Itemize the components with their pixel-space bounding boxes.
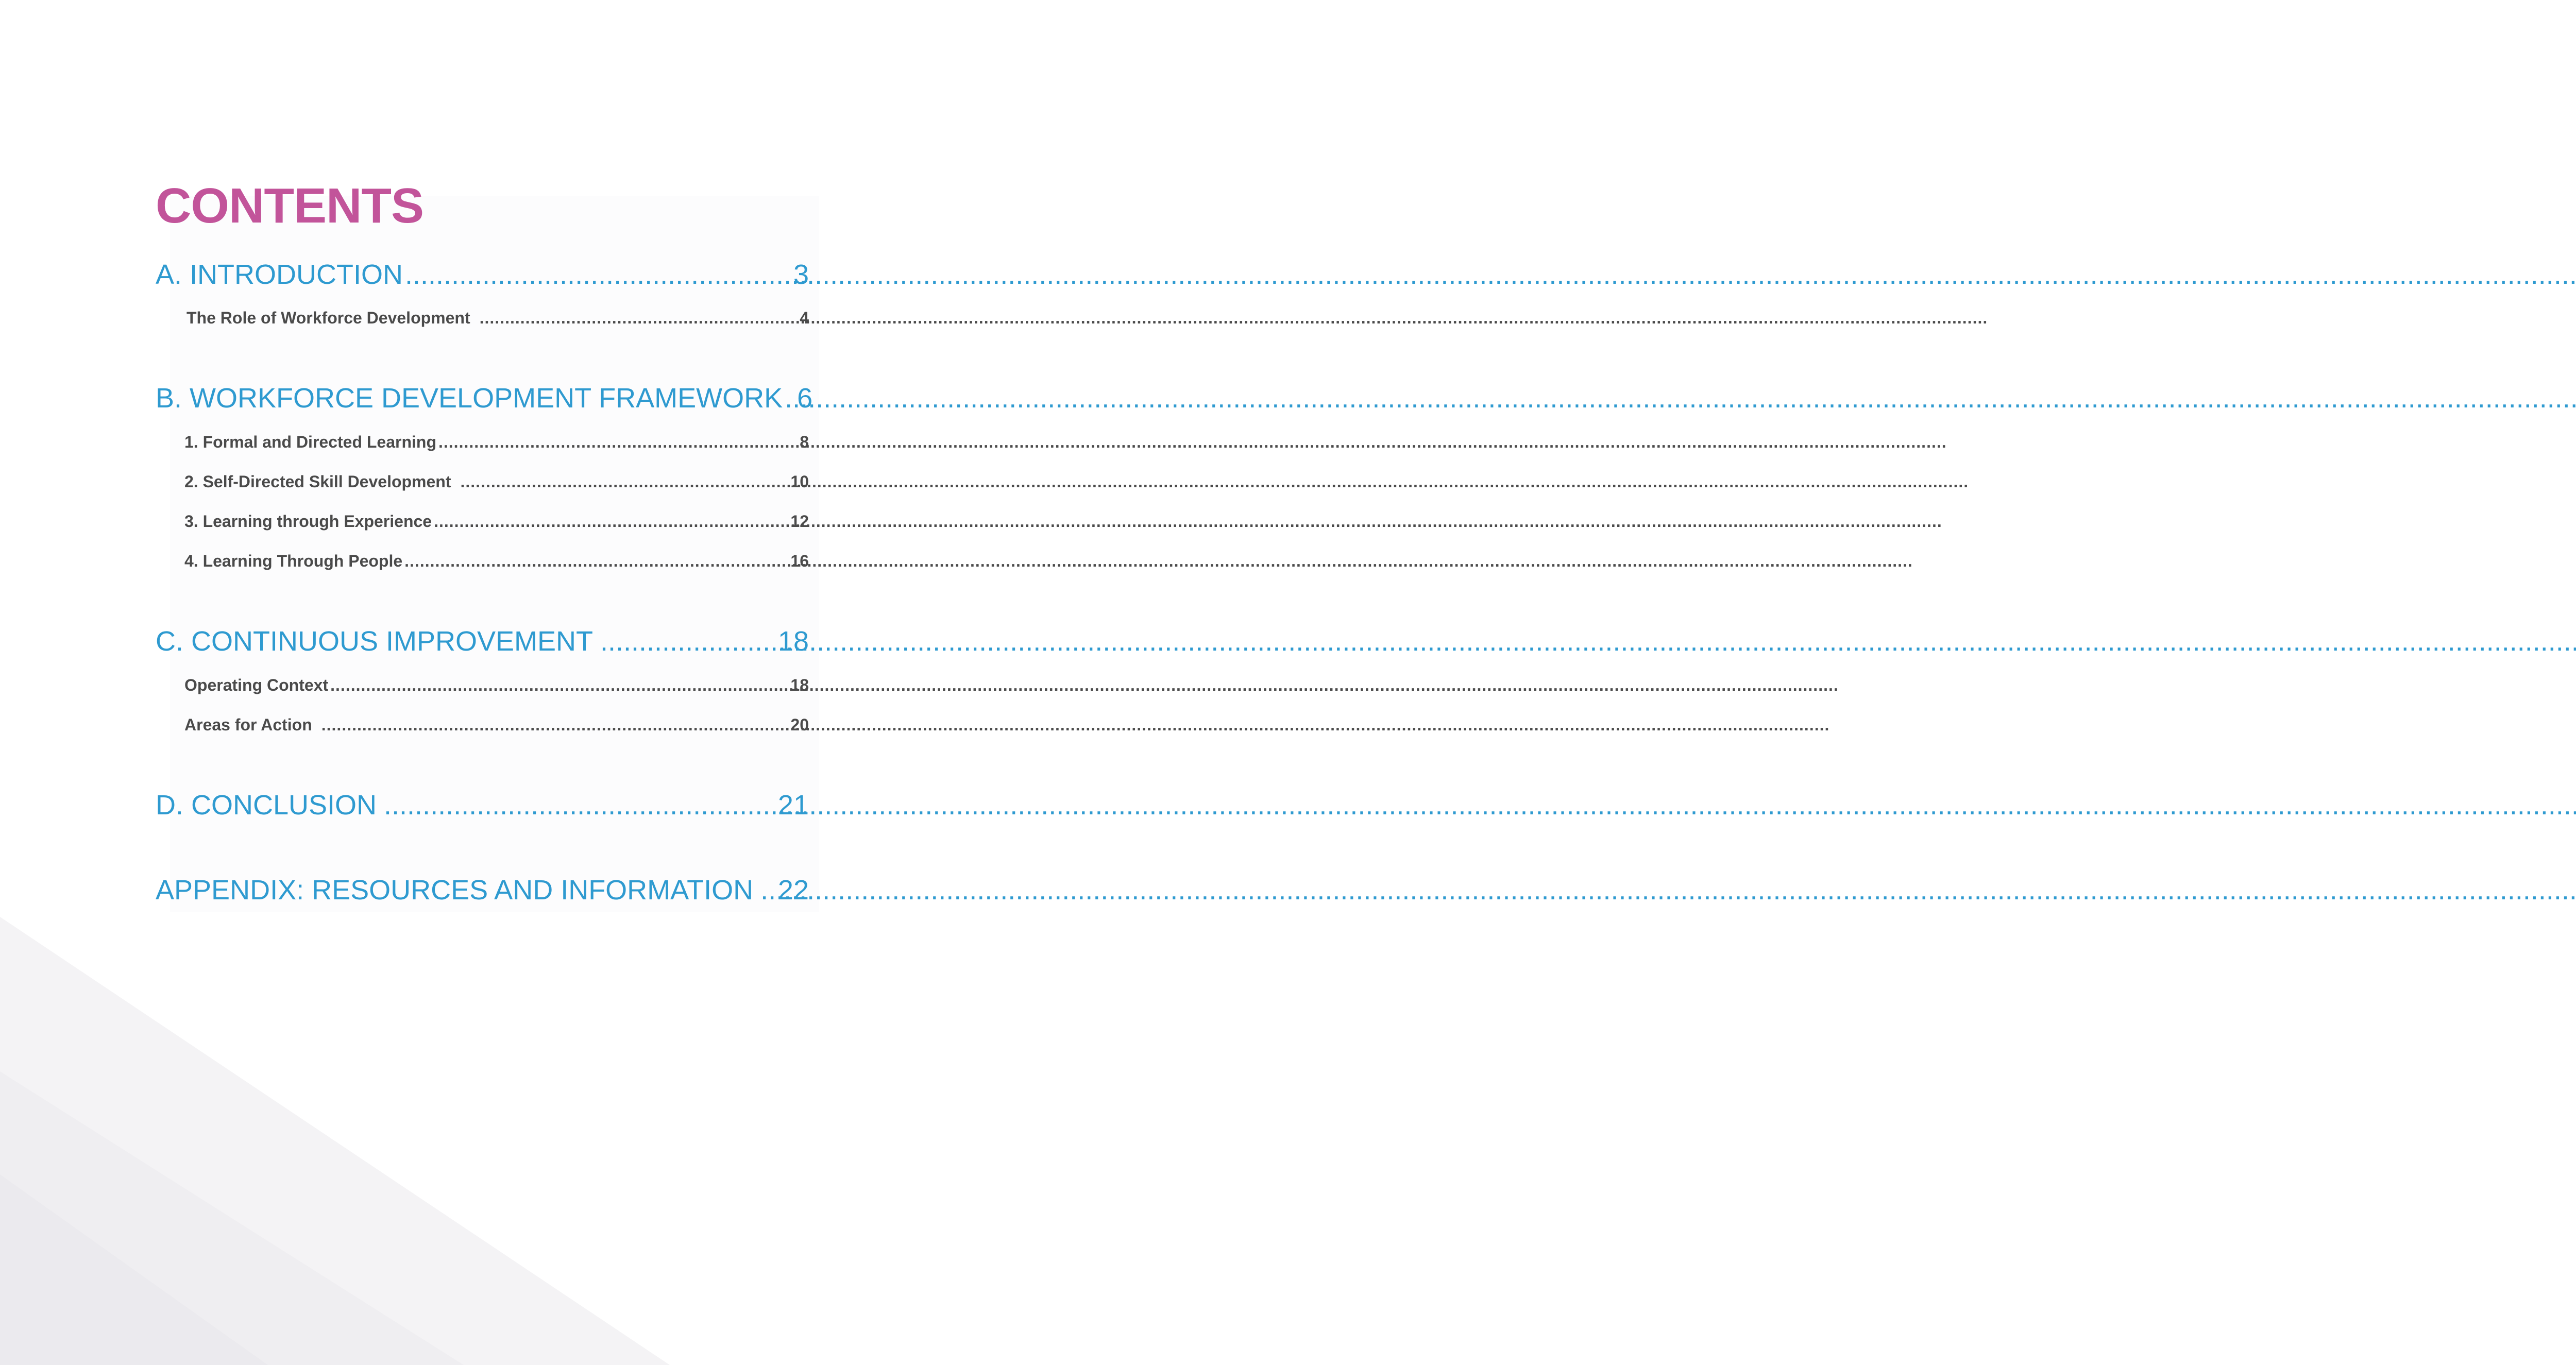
toc-page-number: 3 — [793, 259, 809, 290]
toc-entry-self-directed-skill-development[interactable] — [184, 471, 809, 492]
toc-dot-leader — [434, 511, 788, 532]
toc-dot-leader — [600, 624, 776, 658]
toc-page-number: 12 — [790, 512, 809, 531]
toc-page-number: 18 — [777, 626, 809, 657]
toc-page-number: 4 — [800, 309, 809, 327]
toc-page-number: 18 — [790, 676, 809, 694]
page-title: CONTENTS — [156, 178, 423, 233]
toc-section-label: APPENDIX: RESOURCES AND INFORMATION — [156, 875, 754, 906]
toc-entry-learning-through-people[interactable] — [184, 551, 809, 571]
toc-entry-label: 2. Self-Directed Skill Development — [184, 472, 451, 491]
toc-page-number: 20 — [790, 715, 809, 734]
toc-page-number: 22 — [777, 875, 809, 906]
contents-page — [0, 0, 1055, 1365]
toc-page-number: 10 — [790, 472, 809, 491]
toc-page-number: 6 — [797, 383, 813, 414]
toc-section-introduction[interactable] — [156, 258, 809, 292]
toc-section-continuous-improvement[interactable] — [156, 624, 809, 658]
toc-dot-leader — [785, 381, 795, 415]
toc-section-workforce-development-framework[interactable] — [156, 381, 813, 415]
toc-page-number: 21 — [777, 790, 809, 821]
toc-section-label: C. CONTINUOUS IMPROVEMENT — [156, 626, 594, 657]
toc-entry-operating-context[interactable] — [184, 675, 809, 695]
toc-dot-leader — [461, 471, 789, 492]
toc-entry-role-of-workforce-development[interactable] — [187, 308, 809, 328]
toc-section-conclusion[interactable] — [156, 788, 809, 822]
toc-entry-label: Areas for Action — [184, 715, 312, 734]
toc-entry-learning-through-experience[interactable] — [184, 511, 809, 532]
toc-dot-leader — [438, 432, 798, 452]
toc-entry-label: 3. Learning through Experience — [184, 512, 432, 531]
toc-entry-label: 1. Formal and Directed Learning — [184, 433, 436, 451]
toc-dot-leader — [330, 675, 788, 695]
toc-dot-leader — [760, 873, 776, 907]
toc-dot-leader — [404, 551, 788, 571]
toc-page-number: 16 — [790, 552, 809, 570]
toc-page-number: 8 — [800, 433, 809, 451]
toc-section-label: D. CONCLUSION — [156, 790, 377, 821]
toc-entry-label: Operating Context — [184, 676, 329, 694]
toc-dot-leader — [384, 788, 776, 822]
toc-section-label: B. WORKFORCE DEVELOPMENT FRAMEWORK — [156, 383, 783, 414]
toc-entry-areas-for-action[interactable] — [184, 714, 809, 735]
toc-entry-label: 4. Learning Through People — [184, 552, 403, 570]
toc-entry-label: The Role of Workforce Development — [187, 309, 470, 327]
toc-dot-leader — [321, 714, 789, 735]
toc-entry-formal-and-directed-learning[interactable] — [184, 432, 809, 452]
toc-section-label: A. INTRODUCTION — [156, 259, 403, 290]
toc-section-appendix[interactable] — [156, 873, 809, 907]
toc-dot-leader — [480, 308, 798, 328]
toc-dot-leader — [405, 258, 791, 292]
